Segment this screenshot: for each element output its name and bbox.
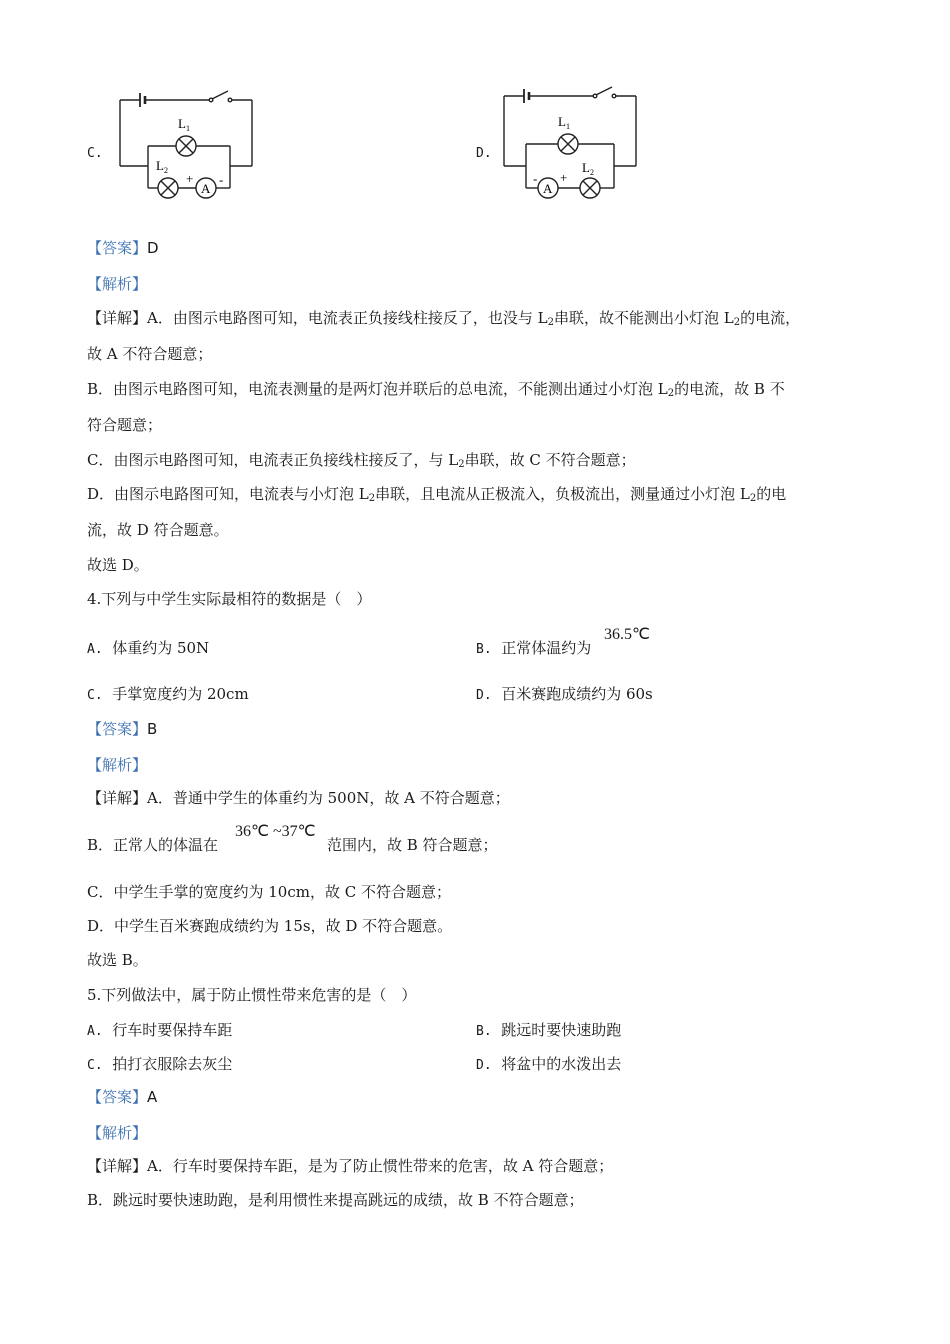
lamp-l2-label: $L_2$: [156, 158, 168, 175]
ammeter-minus-sign: -: [219, 172, 224, 187]
answer-value: B: [147, 720, 158, 738]
answer-value: D: [147, 239, 159, 257]
svg-text:A: A: [543, 181, 553, 196]
q3-detail-c-line: C．由图示电路图可知，电流表正负接线柱接反了，与 $L_2$串联，故 C 不符合题意；: [87, 451, 636, 470]
q4-option-b-formula: 36.5℃: [604, 626, 650, 643]
q3-detail-b-line2: 符合题意；: [87, 416, 163, 434]
q4-option-a: A. 体重约为 50N: [87, 639, 210, 657]
q5-detail-b-line: B．跳远时要快速助跑，是利用惯性来提高跳远的成绩，故 B 不符合题意；: [87, 1191, 584, 1209]
q4-detail-b-line-pre: B．正常人的体温在: [87, 836, 219, 854]
ammeter-minus-sign: -: [533, 171, 538, 186]
ammeter-plus-sign: +: [560, 170, 568, 185]
circuit-option-c-letter: C.: [87, 146, 103, 161]
q5-detail-a-line: 【详解】A．行车时要保持车距，是为了防止惯性带来的危害，故 A 符合题意；: [87, 1157, 614, 1175]
q4-detail-d-line: D．中学生百米赛跑成绩约为 15s，故 D 不符合题意。: [87, 917, 453, 935]
lamp-l2-icon: [158, 178, 178, 198]
q5-answer-line: [87, 1087, 157, 1107]
ammeter-icon: [538, 178, 558, 198]
q3-detail-a-line2: 故 A 不符合题意；: [87, 345, 213, 363]
detail-tag: 【详解】: [87, 1157, 148, 1175]
circuit-diagram-c: [112, 88, 262, 210]
q3-detail-d-line2: 流，故 D 符合题意。: [87, 521, 229, 539]
lamp-l1-label: $L_1$: [558, 114, 570, 131]
q3-detail-a-line1: 【详解】A．由图示电路图可知，电流表正负接线柱接反了，也没与 $L_2$串联，故不能测出小灯泡 $L_2$的电流，: [87, 309, 801, 328]
q3-detail-b-line1: B．由图示电路图可知，电流表测量的是两灯泡并联后的总电流，不能测出通过小灯泡 $L_2$的电流，故 B 不: [87, 380, 785, 399]
lamp-l2-label: $L_2$: [582, 160, 594, 177]
q3-analysis-tag: 【解析】: [87, 275, 148, 293]
q5-option-b: B. 跳远时要快速助跑: [476, 1021, 622, 1039]
q4-answer-line: [87, 719, 157, 739]
q4-detail-b-formula: 36℃ ~37℃: [235, 823, 316, 840]
circuit-diagram-d: [496, 84, 646, 206]
q3-detail-d-line1: D．由图示电路图可知，电流表与小灯泡 $L_2$串联，且电流从正极流入，负极流出，测量通过小灯泡 $L_2$的电: [87, 485, 787, 504]
answer-tag: 【答案】: [87, 239, 148, 257]
answer-value: A: [147, 1088, 158, 1106]
answer-tag: 【答案】: [87, 720, 148, 738]
q3-conclusion: 故选 D。: [87, 556, 149, 574]
lamp-l1-icon: [558, 134, 578, 154]
ammeter-plus-sign: +: [186, 171, 194, 186]
q4-analysis-tag: 【解析】: [87, 756, 148, 774]
circuit-option-d-letter: D.: [476, 146, 492, 161]
q5-analysis-tag: 【解析】: [87, 1124, 148, 1142]
ammeter-icon: [196, 178, 216, 198]
q4-option-c: C. 手掌宽度约为 20cm: [87, 685, 249, 703]
lamp-l1-label: $L_1$: [178, 116, 190, 133]
q4-detail-b-line-post: 范围内，故 B 符合题意；: [327, 836, 498, 854]
q4-stem: 4.下列与中学生实际最相符的数据是（ ）: [87, 590, 372, 608]
q4-option-b: B. 正常体温约为: [476, 639, 592, 657]
q5-option-d: D. 将盆中的水泼出去: [476, 1055, 622, 1073]
q4-conclusion: 故选 B。: [87, 951, 148, 969]
q4-option-d: D. 百米赛跑成绩约为 60s: [476, 685, 653, 703]
q5-option-a: A. 行车时要保持车距: [87, 1021, 233, 1039]
q4-detail-a-line: 【详解】A．普通中学生的体重约为 500N，故 A 不符合题意；: [87, 789, 510, 807]
answer-tag: 【答案】: [87, 1088, 148, 1106]
q4-detail-c-line: C．中学生手掌的宽度约为 10cm，故 C 不符合题意；: [87, 883, 451, 901]
q3-answer-line: [87, 238, 159, 258]
q5-stem: 5.下列做法中，属于防止惯性带来危害的是（ ）: [87, 986, 417, 1004]
detail-tag: 【详解】: [87, 789, 148, 807]
lamp-l1-icon: [176, 136, 196, 156]
q5-option-c: C. 拍打衣服除去灰尘: [87, 1055, 233, 1073]
lamp-l2-icon: [580, 178, 600, 198]
detail-tag: 【详解】: [87, 309, 148, 327]
svg-text:A: A: [201, 181, 211, 196]
